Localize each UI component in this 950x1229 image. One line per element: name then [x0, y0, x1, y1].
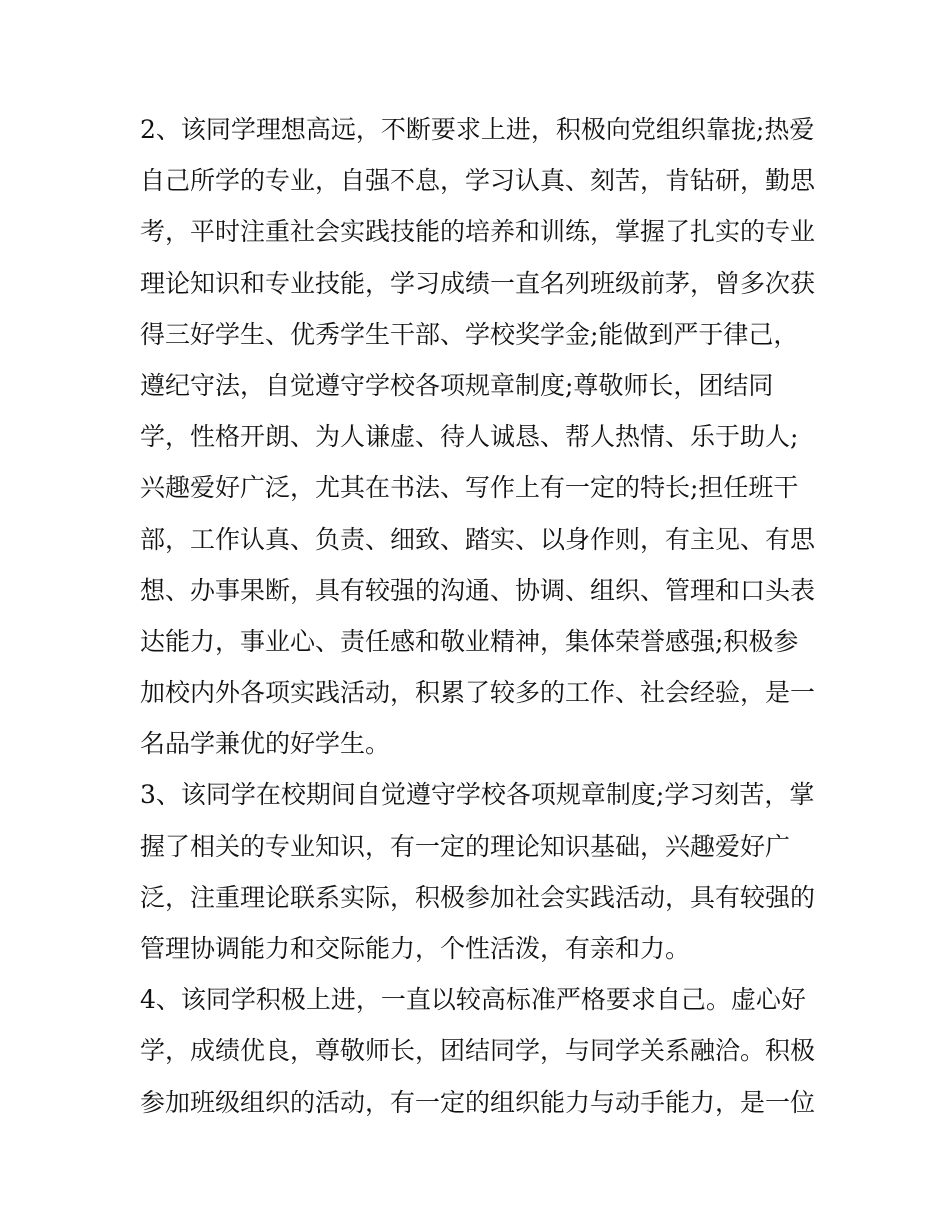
paragraph-2-line-12: 加校内外各项实践活动，积累了较多的工作、社会经验，是一 — [140, 678, 816, 708]
paragraph-2-line-8: 兴趣爱好广泛，尤其在书法、写作上有一定的特长;担任班干 — [140, 473, 799, 503]
paragraph-2-line-9: 部，工作认真、负责、细致、踏实、以身作则，有主见、有思 — [140, 524, 816, 554]
paragraph-2-line-6: 遵纪守法，自觉遵守学校各项规章制度;尊敬师长，团结同 — [140, 370, 774, 400]
paragraph-2-line-5: 得三好学生、优秀学生干部、学校奖学金;能做到严于律己， — [140, 319, 799, 349]
paragraph-3-line-4: 管理协调能力和交际能力，个性活泼，有亲和力。 — [140, 934, 691, 963]
document-body — [140, 104, 820, 1128]
paragraph-4-line-3: 参加班级组织的活动，有一定的组织能力与动手能力，是一位 — [140, 1087, 816, 1117]
paragraph-2-line-7: 学，性格开朗、为人谦虚、待人诚恳、帮人热情、乐于助人; — [140, 422, 799, 452]
paragraph-2-line-13: 名品学兼优的好学生。 — [140, 729, 391, 759]
paragraph-4-line-1: 4、该同学积极上进，一直以较高标准严格要求自己。虚心好 — [140, 985, 806, 1015]
paragraph-4-line-2: 学，成绩优良，尊敬师长，团结同学，与同学关系融洽。积极 — [140, 1036, 816, 1066]
paragraph-3-line-1: 3、该同学在校期间自觉遵守学校各项规章制度;学习刻苦，掌 — [140, 780, 815, 810]
paragraph-2-line-1: 2、该同学理想高远，不断要求上进，积极向党组织靠拢;热爱 — [140, 115, 815, 144]
paragraph-2-line-10: 想、办事果断，具有较强的沟通、协调、组织、管理和口头表 — [140, 575, 816, 605]
paragraph-2-line-11: 达能力，事业心、责任感和敬业精神，集体荣誉感强;积极参 — [140, 626, 799, 656]
paragraph-3-line-2: 握了相关的专业知识，有一定的理论知识基础，兴趣爱好广 — [140, 831, 791, 861]
paragraph-2-line-3: 考，平时注重社会实践技能的培养和训练，掌握了扎实的专业 — [140, 217, 816, 247]
paragraph-2-line-2: 自己所学的专业，自强不息，学习认真、刻苦，肯钻研，勤思 — [140, 166, 816, 196]
paragraph-2-line-4: 理论知识和专业技能，学习成绩一直名列班级前茅，曾多次获 — [140, 268, 816, 298]
paragraph-3-line-3: 泛，注重理论联系实际，积极参加社会实践活动，具有较强的 — [140, 882, 816, 912]
